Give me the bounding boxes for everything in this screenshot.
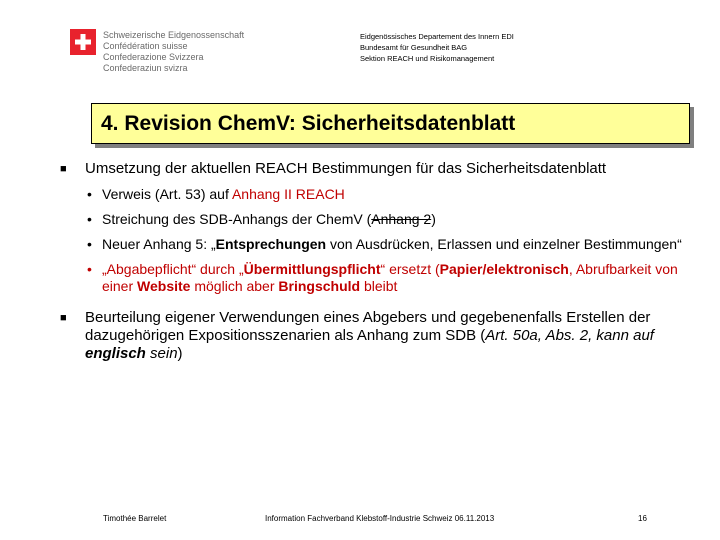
- text-segment: Beurteilung eigener Verwendungen eines Abgebers und gegebenenfalls Erstellen der dazugehörigen Expositionsszenarien als Anhang zum SDB (: [85, 309, 651, 344]
- slide-title: 4. Revision ChemV: Sicherheitsdatenblatt: [101, 112, 516, 135]
- page-number: 16: [638, 514, 647, 523]
- bullet-reach-implementation: [60, 160, 690, 178]
- confederation-names: [103, 30, 244, 74]
- bold-entsprechungen: Entsprechungen: [215, 236, 327, 252]
- text-segment: bleibt: [360, 278, 398, 294]
- title-box: [91, 103, 690, 144]
- swiss-coat-of-arms-logo: [70, 29, 96, 55]
- bold-transmission-duty: Übermittlungspflicht: [243, 261, 381, 277]
- office-line: Bundesamt für Gesundheit BAG: [360, 43, 468, 52]
- department-line: Eidgenössisches Departement des Innern EDI: [360, 32, 514, 41]
- text-segment: , Abrufbarkeit von einer: [102, 261, 678, 294]
- dot-bullet-icon: •: [87, 186, 92, 202]
- department-info: [360, 31, 514, 64]
- highlight-annex-ii: Anhang II REACH: [231, 186, 345, 202]
- dot-bullet-icon: •: [87, 261, 92, 277]
- bold-italic-english: englisch: [85, 345, 146, 362]
- logo-cross-horizontal: [75, 40, 91, 45]
- text-segment: Verweis (Art. 53) auf: [102, 186, 232, 202]
- subbullet-new-annex: [60, 236, 690, 253]
- text-segment: ): [431, 211, 436, 227]
- text-segment: Streichung des SDB-Anhangs der ChemV (: [102, 211, 372, 227]
- text-segment: Neuer Anhang 5: „: [102, 236, 216, 252]
- section-line: Sektion REACH und Risikomanagement: [360, 54, 495, 63]
- bullet-assessment: [60, 309, 690, 363]
- bold-website: Website: [137, 278, 191, 294]
- square-bullet-icon: ■: [60, 312, 67, 324]
- italic-article-ref: Art. 50a, Abs. 2, kann auf: [485, 327, 654, 344]
- slide-content: [60, 160, 690, 371]
- square-bullet-icon: ■: [60, 163, 67, 175]
- subbullet-reference: [60, 186, 690, 203]
- confederation-name-it: Confederazione Svizzera: [103, 52, 204, 62]
- footer-event: Information Fachverband Klebstoff-Industrie Schweiz 06.11.2013: [265, 514, 495, 523]
- bold-paper-electronic: Papier/elektronisch: [439, 261, 569, 277]
- bullet-text: Umsetzung der aktuellen REACH Bestimmungen für das Sicherheitsdatenblatt: [85, 160, 607, 177]
- text-segment: “ ersetzt (: [380, 261, 440, 277]
- bold-bringschuld: Bringschuld: [278, 278, 361, 294]
- footer-author: Timothée Barrelet: [103, 514, 167, 523]
- subbullet-deletion: [60, 211, 690, 228]
- struck-annex-2: Anhang 2: [371, 211, 432, 227]
- text-segment: möglich aber: [190, 278, 279, 294]
- confederation-name-fr: Confédération suisse: [103, 41, 188, 51]
- dot-bullet-icon: •: [87, 211, 92, 227]
- text-segment: von Ausdrücken, Erlassen und einzelner Bestimmungen“: [326, 236, 682, 252]
- subbullet-obligation: [60, 261, 690, 295]
- italic-segment: sein: [145, 345, 178, 362]
- confederation-name-rm: Confederaziun svizra: [103, 63, 188, 73]
- dot-bullet-icon: •: [87, 236, 92, 252]
- confederation-name-de: Schweizerische Eidgenossenschaft: [103, 30, 245, 40]
- text-segment: ): [177, 345, 183, 362]
- text-segment: „Abgabepflicht“ durch „: [102, 261, 244, 277]
